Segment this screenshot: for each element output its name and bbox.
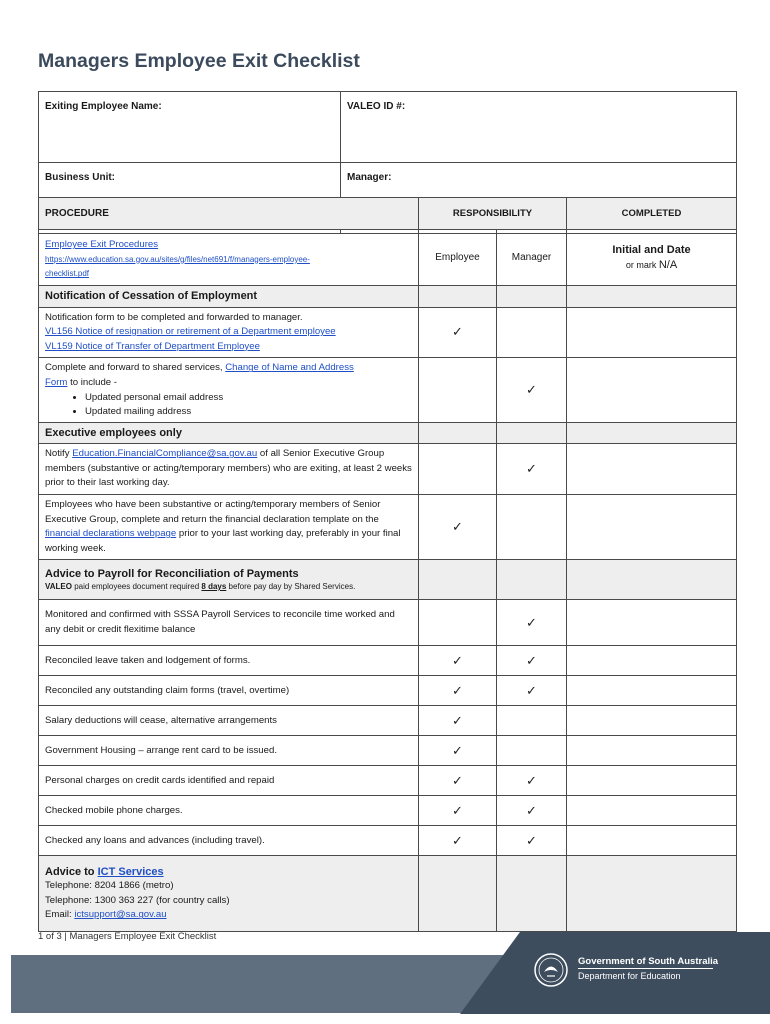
manager-tick[interactable]: ✓	[497, 826, 567, 856]
executive-section-heading: Executive employees only	[39, 422, 419, 444]
completed-cell[interactable]	[567, 600, 737, 646]
manager-check-cell[interactable]	[497, 736, 567, 766]
procedures-url-link[interactable]: https://www.education.sa.gov.au/sites/g/files/net691/f/managers-employee- checklist.pdf	[45, 254, 310, 279]
employee-tick[interactable]: ✓	[419, 826, 497, 856]
initial-date-header	[567, 230, 737, 286]
government-name: Government of South Australia	[578, 956, 719, 967]
completed-header: COMPLETED	[567, 198, 737, 230]
initial-date-label: Initial and Date	[612, 244, 691, 256]
table-row: Monitored and confirmed with SSSA Payroll Services to reconcile time worked and any debit or credit flexitime balance	[39, 600, 419, 646]
notification-form-text: Notification form to be completed and forwarded to manager.	[45, 311, 303, 323]
list-item: • Updated mailing address	[85, 405, 412, 419]
or-mark-na: or mark N/A	[625, 259, 678, 271]
completed-cell[interactable]	[567, 646, 737, 676]
manager-tick[interactable]: ✓	[497, 646, 567, 676]
completed-cell[interactable]	[567, 676, 737, 706]
employee-tick[interactable]: ✓	[419, 494, 497, 559]
change-of-name-link[interactable]: Change of Name and Address	[225, 362, 354, 374]
page-title: Managers Employee Exit Checklist	[38, 50, 360, 72]
footer-band	[11, 955, 511, 1013]
vl156-link[interactable]: VL156 Notice of resignation or retirement of a Department employee	[45, 326, 336, 338]
list-item: • Updated personal email address	[85, 391, 412, 405]
employee-name-label: Exiting Employee Name:	[45, 101, 162, 112]
ict-services-block	[39, 856, 419, 932]
financial-compliance-email-link[interactable]: Education.FinancialCompliance@sa.gov.au	[72, 448, 258, 460]
notification-form-row	[39, 307, 419, 358]
completed-cell[interactable]	[567, 796, 737, 826]
table-row: Salary deductions will cease, alternative arrangements	[39, 706, 419, 736]
employee-check-cell[interactable]	[419, 600, 497, 646]
manager-tick[interactable]: ✓	[497, 358, 567, 422]
table-row: Checked any loans and advances (including travel).	[39, 826, 419, 856]
employee-tick[interactable]: ✓	[419, 766, 497, 796]
completed-cell[interactable]	[567, 444, 737, 495]
manager-label: Manager:	[347, 172, 392, 183]
employee-name-field[interactable]	[39, 92, 341, 163]
financial-declarations-link[interactable]: financial declarations webpage	[45, 528, 177, 540]
payroll-section-heading: Advice to Payroll for Reconciliation of Payments VALEO paid employees document required 8 days before pay day by Shared Services.	[39, 560, 419, 600]
manager-check-cell[interactable]	[497, 307, 567, 358]
employee-exit-procedures-link[interactable]: Employee Exit Procedures	[45, 239, 159, 250]
manager-tick[interactable]: ✓	[497, 766, 567, 796]
employee-column-header: Employee	[419, 230, 497, 286]
manager-tick[interactable]: ✓	[497, 796, 567, 826]
completed-cell[interactable]	[567, 307, 737, 358]
completed-cell[interactable]	[567, 736, 737, 766]
change-of-name-form-link[interactable]: Form	[45, 376, 68, 388]
manager-check-cell[interactable]	[497, 494, 567, 559]
manager-tick[interactable]: ✓	[497, 444, 567, 495]
procedures-link-cell	[39, 230, 419, 286]
vl159-link[interactable]: VL159 Notice of Transfer of Department Employee	[45, 340, 260, 352]
completed-cell[interactable]	[567, 494, 737, 559]
ict-phone-country: Telephone: 1300 363 227 (for country calls)	[45, 894, 230, 906]
ict-heading: Advice to ICT Services	[45, 865, 164, 878]
ict-services-link[interactable]: ICT Services	[97, 865, 164, 878]
change-of-name-row: Complete and forward to shared services, Change of Name and Address Form to include - • Updated personal email address • Updated mailing address	[39, 358, 419, 422]
employee-tick[interactable]: ✓	[419, 646, 497, 676]
completed-cell[interactable]	[567, 766, 737, 796]
ict-email-link[interactable]: ictsupport@sa.gov.au	[74, 909, 167, 921]
notify-financial-row: Notify Education.FinancialCompliance@sa.gov.au of all Senior Executive Group members (substantive or acting/temporary members) who are exiting, at least 2 weeks prior to their last working day.	[39, 444, 419, 495]
footer-page-label: 1 of 3 | Managers Employee Exit Checklist	[38, 931, 217, 942]
government-crest-icon	[533, 952, 569, 988]
manager-tick[interactable]: ✓	[497, 676, 567, 706]
completed-cell[interactable]	[567, 706, 737, 736]
footer-divider	[578, 968, 713, 969]
procedure-header: PROCEDURE	[39, 198, 419, 230]
valeo-id-label: VALEO ID #:	[347, 101, 406, 112]
manager-tick[interactable]: ✓	[497, 600, 567, 646]
employee-check-cell[interactable]	[419, 444, 497, 495]
business-unit-label: Business Unit:	[45, 172, 116, 183]
table-row: Reconciled leave taken and lodgement of forms.	[39, 646, 419, 676]
table-row: Government Housing – arrange rent card to be issued.	[39, 736, 419, 766]
ict-phone-metro: Telephone: 8204 1866 (metro)	[45, 880, 174, 892]
manager-column-header: Manager	[497, 230, 567, 286]
employee-tick[interactable]: ✓	[419, 736, 497, 766]
table-row: Reconciled any outstanding claim forms (travel, overtime)	[39, 676, 419, 706]
notification-section-heading: Notification of Cessation of Employment	[39, 286, 419, 308]
employee-check-cell[interactable]	[419, 358, 497, 422]
checklist-table	[38, 197, 737, 932]
employee-tick[interactable]: ✓	[419, 307, 497, 358]
employee-tick[interactable]: ✓	[419, 676, 497, 706]
financial-declaration-row: Employees who have been substantive or acting/temporary members of Senior Executive Group, complete and return the financial declaration template on the financial declarations webpage prior to your last working day, preferably in your final working week.	[39, 494, 419, 559]
employee-tick[interactable]: ✓	[419, 796, 497, 826]
employee-tick[interactable]: ✓	[419, 706, 497, 736]
department-name: Department for Education	[578, 971, 681, 981]
payroll-subtext: VALEO paid employees document required 8 days before pay day by Shared Services.	[45, 582, 356, 592]
table-row: Checked mobile phone charges.	[39, 796, 419, 826]
responsibility-header: RESPONSIBILITY	[419, 198, 567, 230]
manager-check-cell[interactable]	[497, 706, 567, 736]
completed-cell[interactable]	[567, 826, 737, 856]
valeo-id-field[interactable]	[341, 92, 737, 163]
table-row: Personal charges on credit cards identified and repaid	[39, 766, 419, 796]
completed-cell[interactable]	[567, 358, 737, 422]
ict-email: Email: ictsupport@sa.gov.au	[45, 909, 167, 921]
